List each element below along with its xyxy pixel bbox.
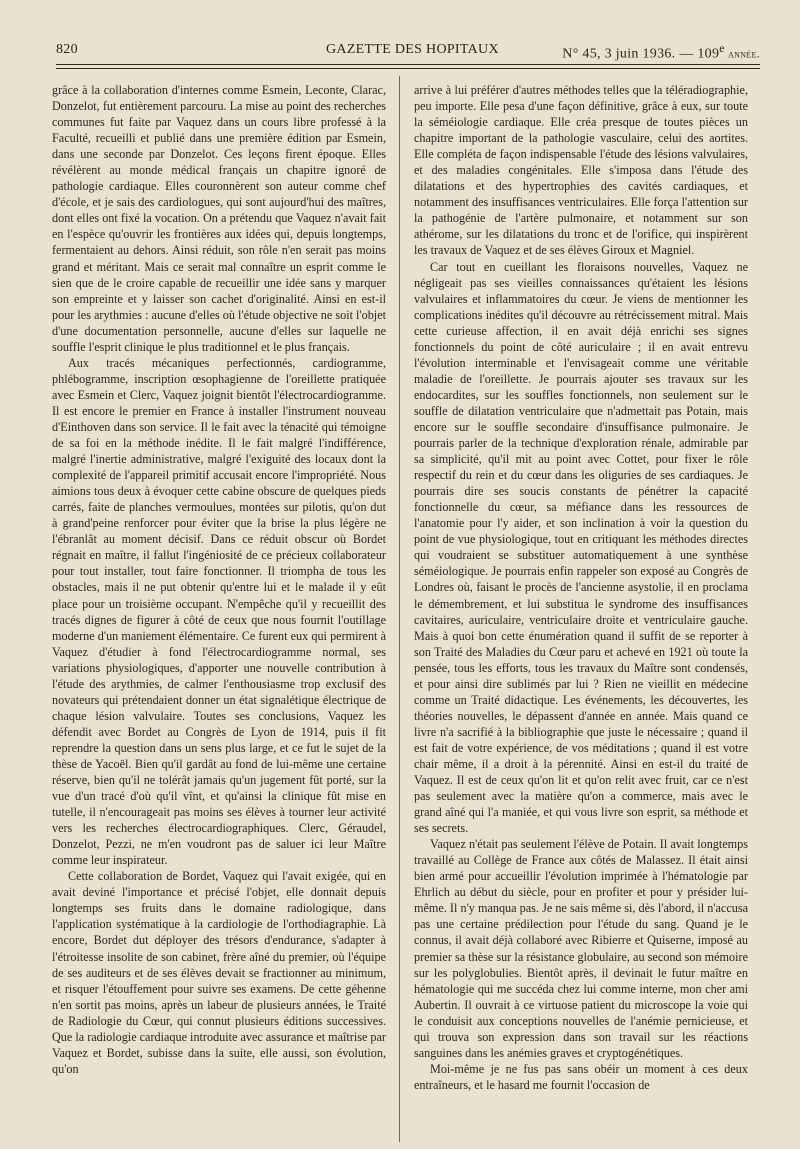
left-paragraph-3: Cette collaboration de Bordet, Vaquez qui l'avait exigée, qui en avait deviné l'importance et précisé l'objet, elle donnait depuis longtemps ses fruits dans le domaine radiologique, dans l'application systématique à la cardiologie de l'orthodiagraphie. Là encore, Bordet dut déployer des trésors d'endurance, s'adapter à l'étroitesse insolite de son cabinet, frère aîné du premier, où l'équipe de ses auditeurs et de ses élèves devait se fractionner au minimum, et risquer l'étouffement pour suivre ses examens. De cette géhenne n'en sortit pas moins, après un labeur de plusieurs années, le Traité de Radiologie du Cœur, qui connut plusieurs éditions successives. Que la radiologie cardiaque introduite avec assurance et maîtrise par Vaquez et Bordet, subisse dans la suite, elle aussi, son évolution, qu'on <box>52 869 386 1076</box>
issue-year-word: année. <box>724 46 760 61</box>
header-rule-thick <box>56 64 760 65</box>
left-paragraph-2: Aux tracés mécaniques perfectionnés, cardiogramme, phlébogramme, inscription œsophagienne de l'oreillette pratiquée avec Esmein et Clerc, Vaquez joignit bientôt l'électrocardiogramme. Il est encore le premier en France à installer l'instrument nouveau d'Einthoven dans son service. Il le fait avec la ténacité qui témoigne de sa foi en la méthode inédite. Il le fait malgré l'indifférence, malgré l'inertie administrative, malgré l'exiguité des locaux dont la complexité de l'appareil primitif accusait encore l'impropriété. Nous aimions tous deux à évoquer cette cabine obscure de quelques pieds carrés, faite de planches vermoulues, montées sur pilotis, qu'on dut à grand'peine renforcer pour éviter que la brise la plus légère ne l'ébranlât au moment décisif. Dans ce réduit obscur où Bordet régnait en maître, il fallut l'ingéniosité de ce précieux collaborateur pour tout installer, tout faire fonctionner. Il triompha de tous les obstacles, mais il ne put obtenir qu'entre lui et le malade il y eût place pour un troisième occupant. N'empêche qu'il y recueillit des tracés dignes de figurer à côté de ceux que nous fournit l'outillage moderne d'un maniement élémentaire. Ce furent eux qui permirent à Vaquez d'étudier à fond l'électrocardiogramme normal, ses variations physiologiques, d'apporter une nouvelle contribution à l'étude des arythmies, de calmer l'enthousiasme trop exclusif des novateurs qui prétendaient donner un état signalétique électrique de chaque lésion valvulaire. Toutes ses conclusions, Vaquez les défendit avec Bordet au Congrès de Lyon de 1914, puis il fit reprendre la question dans un sens plus large, et ce fut le sujet de la thèse de Yacoël. Bien qu'il gardât au fond de lui-même une certaine réserve, bien qu'il ne tolérât jamais qu'un jugement fût porté, sur la vue d'un tracé d'où qu'il vînt, et qu'ainsi la clinique fût mise en tutelle, il n'encourageait pas moins ses élèves à tourner leur activité vers les recherches électrocardiographiques. Clerc, Géraudel, Donzelot, Pezzi, ne m'en voudront pas de saluer ici leur Maître comme leur inspirateur. <box>52 355 386 868</box>
page-header <box>56 42 760 64</box>
right-paragraph-3: Vaquez n'était pas seulement l'élève de Potain. Il avait longtemps travaillé au Collège de France aux côtés de Malassez. Il était ainsi bien armé pour accueillir l'évolution imprimée à l'hématologie par Ehrlich au début du siècle, pour en profiter et pour y présider lui-même. Il n'y manqua pas. Je ne sais même si, dès l'abord, il n'accusa pas une certaine prédilection pour l'étude du sang. Quand je le connus, il avait déjà collaboré avec Ribierre et Quiserne, imposé au premier sa thèse sur la résistance globulaire, au second son mémoire sur les polyglobulies. Bientôt après, il devinait le futur maître en hématologie qui me succéda chez lui comme interne, mon cher ami Aubertin. Il ouvrait à ce virtuose patient du microscope la voie qui le conduisit aux conceptions nouvelles de l'anémie pernicieuse, et qui trouva son expression dans son travail sur les réactions sanguines dans les anémies graves et cryptogénétiques. <box>414 837 748 1060</box>
issue-number-date: N° 45, 3 juin 1936. — 109 <box>562 46 720 62</box>
issue-info <box>562 42 760 63</box>
left-column <box>52 82 386 1142</box>
journal-title: GAZETTE DES HOPITAUX <box>326 42 499 57</box>
page-number: 820 <box>56 42 78 57</box>
right-column <box>414 82 748 1142</box>
issue-superscript: e <box>719 42 725 55</box>
header-rule-thin <box>56 68 760 69</box>
right-paragraph-4: Moi-même je ne fus pas sans obéir un moment à ces deux entraîneurs, et le hasard me fournit l'occasion de <box>414 1061 748 1092</box>
right-paragraph-1: arrive à lui préférer d'autres méthodes telles que la téléradiographie, peu importe. Elle pesa d'une façon définitive, grâce à eux, sur toute la séméiologie cardiaque. Elle créa presque de toutes pièces un chapitre important de la pathologie vasculaire, celui des aortites. Elle compléta de façon indispensable l'étude des lésions valvulaires, et des maladies congénitales. Elle s'imposa dans l'étude des dilatations et des hypertrophies des cavités cardiaques, et notamment des insuffisances ventriculaires. Elle força l'attention sur la pathogénie de l'artère pulmonaire, et notamment sur son athérome, sur les dilatations du tronc et de l'orifice, qui inspirèrent les travaux de Vaquez et de ses élèves Giroux et Magniel. <box>414 83 748 258</box>
column-divider <box>399 76 400 1142</box>
right-paragraph-2: Car tout en cueillant les floraisons nouvelles, Vaquez ne négligeait pas ses vieilles connaissances qu'étaient les lésions valvulaires et inflammatoires du cœur. Je viens de mentionner les complications inédites qu'il découvre au rétrécissement mitral. Mais cette curieuse affection, il en avait déjà enrichi ses signes fonctionnels du point de côté auriculaire ; il en avait entrevu l'évolution interminable et l'envisageait comme une véritable maladie de l'oreillette. Je pourrais ajouter ses travaux sur les endocardites, sur les souffles fonctionnels, non seulement sur le souffle de dilatation ventriculaire que n'admettait pas Potain, mais encore sur le souffle secondaire d'insuffisance pulmonaire. Je pourrais parler de la technique d'exploration rénale, admirable par sa simplicité, qu'il mit au point avec Cottet, pour fixer le rôle respectif du rein et du cœur dans les oliguries de ses cardiaques. Je pourrais dire ses soucis constants de pénétrer la capacité fonctionnelle du cœur, sa méfiance dans les ressources de l'anatomie pour l'y aider, et son inclination à voir la question du point de vue physiologique, tout en critiquant les méthodes directes qui voudraient se substituer automatiquement à une synthèse séméiologique. Je pourrais enfin rappeler son exposé au Congrès de Londres où, faisant le procès de l'ancienne asystolie, il en proclama le démembrement, et lui substitua le syndrome des insuffisances cavitaires, auriculaire, ventriculaire droite et ventriculaire gauche. Mais à quoi bon cette énumération quand il suffit de se reporter à son Traité des Maladies du Cœur paru et achevé en 1921 où toute la pensée, tous les efforts, tous les travaux du Maître sont condensés, et pour ainsi dire sublimés par lui ? Rien ne vieillit en médecine comme un Traité didactique. Les événements, les découvertes, les théories nouvelles, le dépassent d'année en année. Mais quand ce livre n'a sacrifié à la bibliographie que juste le nécessaire ; quand il est fait de votre expérience, de vos méditations ; quand il est votre chair même, il a droit à la pérennité. Ainsi en est-il du traité de Vaquez. Il est de ceux qu'on lit et qu'on relit avec fruit, car ce n'est pas seulement avec la matière qu'on a commerce, mais avec le grand aîné qui l'a maniée, et qui vous livre son esprit, sa méthode et ses secrets. <box>414 259 748 836</box>
left-paragraph-1: grâce à la collaboration d'internes comme Esmein, Leconte, Clarac, Donzelot, fut entièrement parcouru. La mise au point des recherches communes fut faite par Vaquez dans un cours libre professé à la Faculté, recueilli et publié dans une première édition par Esmein, dans une seconde par Donzelot. Ces leçons firent époque. Elles révélèrent au monde médical français un chapitre ignoré de pathologie cardiaque. Elles couronnèrent son auteur comme chef d'école, et je sais des cardiologues, qui sont aujourd'hui des maîtres, dont elles ont fixé la vocation. On a prétendu que Vaquez n'avait fait en l'espèce qu'ouvrir les frontières aux idées qui, depuis longtemps, fermentaient au dehors. Ainsi réduit, son rôle n'en serait pas moins grand et méritant. Mais ce serait mal connaître un esprit comme le sien que de le croire capable de recueillir une idée sans y marquer son empreinte et y laisser son cachet d'originalité. Ainsi en est-il pour les arythmies : aucune d'elles où l'étude objective ne soit l'objet d'une documentation personnelle, aucune d'elles sur laquelle ne souffle l'esprit clinique le plus traditionnel et le plus français. <box>52 83 386 354</box>
